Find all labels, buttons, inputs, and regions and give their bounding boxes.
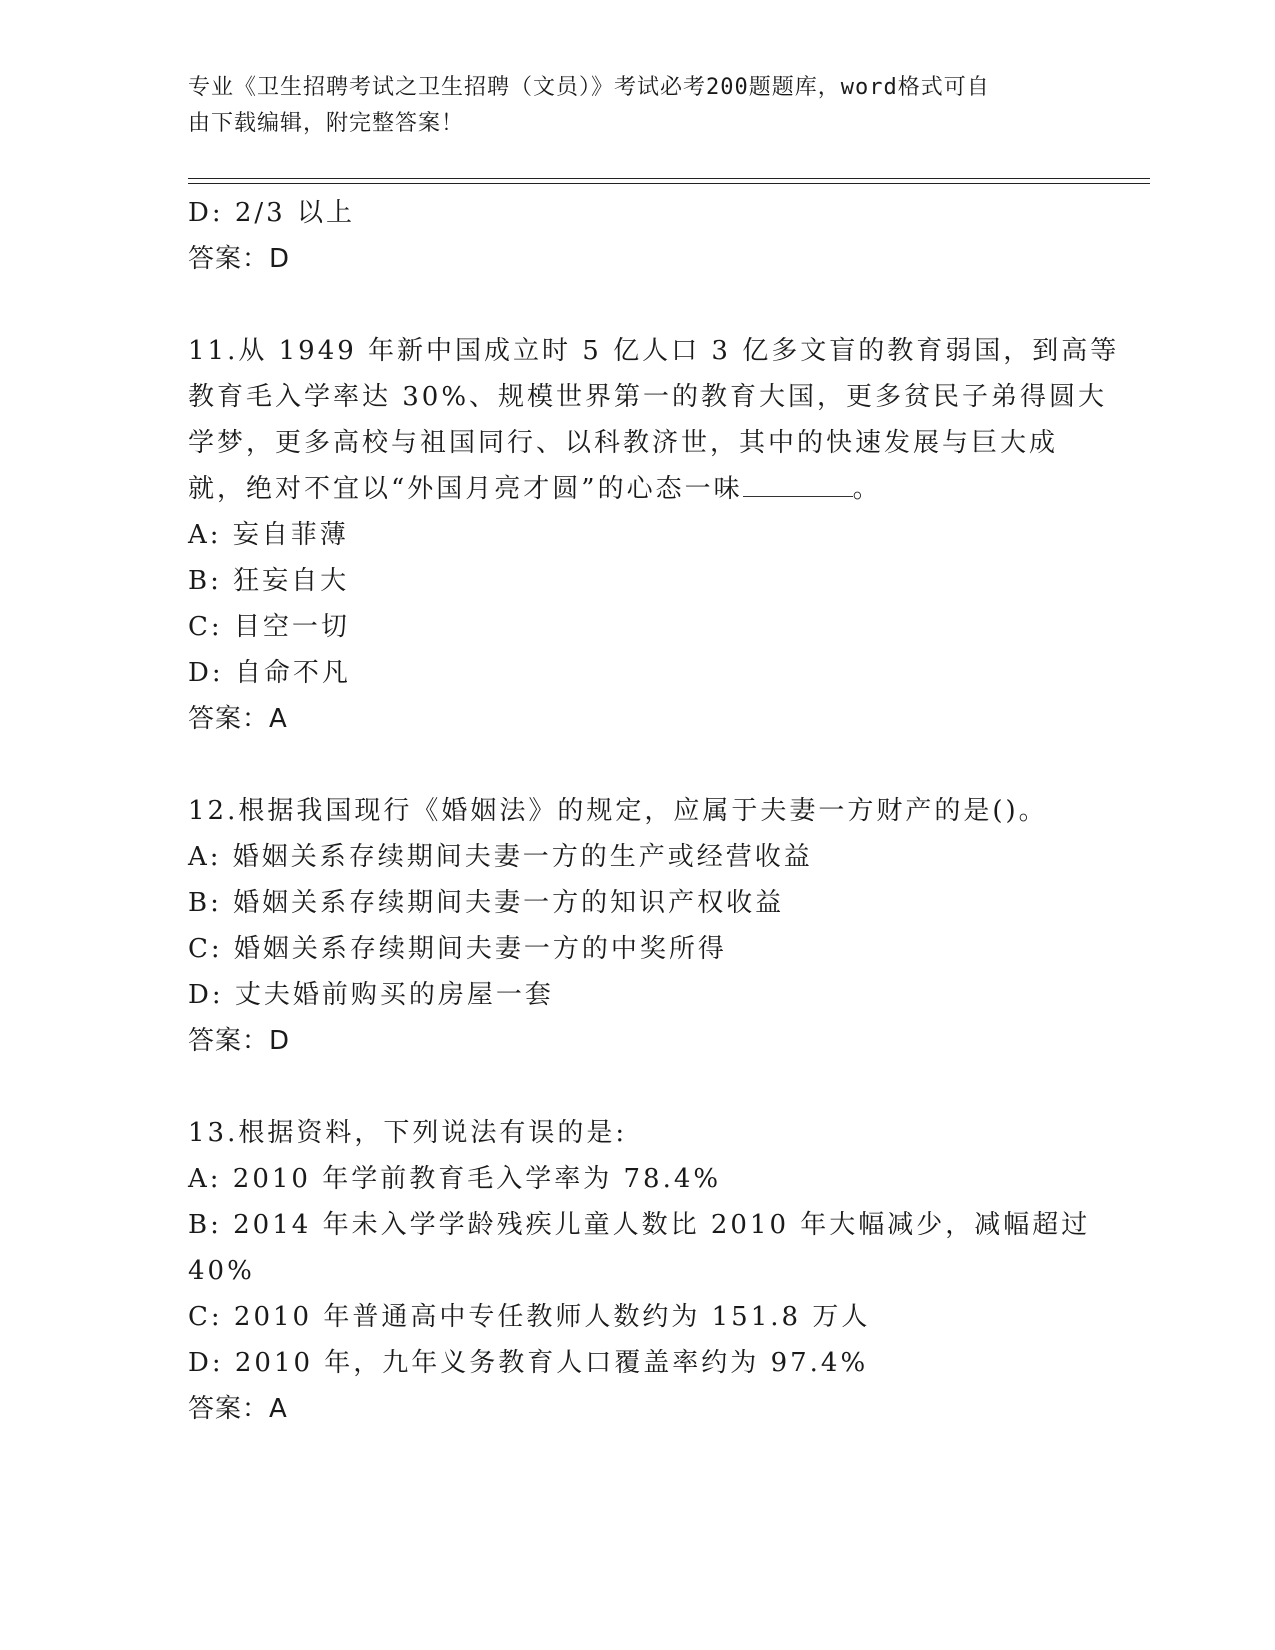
q11-text-line-3: 学梦，更多高校与祖国同行、以科教济世，其中的快速发展与巨大成 — [188, 428, 1059, 458]
q13-answer: 答案：A — [188, 1394, 288, 1424]
q13-option-c: C: 2010 年普通高中专任教师人数约为 151.8 万人 — [188, 1302, 871, 1332]
q11-line-4-end: 。 — [852, 474, 882, 504]
q13-text: 13.根据资料，下列说法有误的是: — [188, 1118, 628, 1148]
q13-option-b: B: 2014 年未入学学龄残疾儿童人数比 2010 年大幅减少，减幅超过 — [188, 1210, 1091, 1240]
q13-option-a: A: 2010 年学前教育毛入学率为 78.4% — [188, 1164, 722, 1194]
question-12 — [188, 788, 1088, 1064]
q11-option-d: D: 自命不凡 — [188, 658, 351, 688]
q11-text-line-2: 教育毛入学率达 30%、规模世界第一的教育大国，更多贫民子弟得圆大 — [188, 382, 1108, 412]
header-divider-top — [188, 178, 1150, 179]
q11-answer: 答案：A — [188, 704, 288, 734]
q11-text-line-1: 11.从 1949 年新中国成立时 5 亿人口 3 亿多文盲的教育弱国，到高等 — [188, 336, 1120, 366]
q12-text: 12.根据我国现行《婚姻法》的规定，应属于夫妻一方财产的是()。 — [188, 796, 1048, 826]
q11-option-a: A: 妄自菲薄 — [188, 520, 349, 550]
header-line-1: 专业《卫生招聘考试之卫生招聘（文员）》考试必考200题题库，word格式可自 — [188, 75, 990, 100]
q10-option-d: D: 2/3 以上 — [188, 198, 355, 228]
question-11 — [188, 328, 1120, 742]
q13-option-d: D: 2010 年，九年义务教育人口覆盖率约为 97.4% — [188, 1348, 869, 1378]
q12-answer: 答案：D — [188, 1026, 291, 1056]
q12-option-c: C: 婚姻关系存续期间夫妻一方的中奖所得 — [188, 934, 727, 964]
q12-option-a: A: 婚姻关系存续期间夫妻一方的生产或经营收益 — [188, 842, 813, 872]
document-header — [188, 70, 1068, 142]
q11-option-c: C: 目空一切 — [188, 612, 350, 642]
question-13 — [188, 1110, 1091, 1432]
header-line-2: 由下载编辑，附完整答案！ — [188, 111, 465, 136]
q13-option-b-continued: 40% — [188, 1256, 255, 1286]
q12-option-b: B: 婚姻关系存续期间夫妻一方的知识产权收益 — [188, 888, 785, 918]
q10-answer: 答案：D — [188, 244, 291, 274]
q11-option-b: B: 狂妄自大 — [188, 566, 350, 596]
fill-in-blank — [743, 470, 853, 497]
q11-line-4-text: 就，绝对不宜以“外国月亮才圆”的心态一味 — [188, 474, 743, 504]
q11-text-line-4 — [188, 466, 1088, 512]
q12-option-d: D: 丈夫婚前购买的房屋一套 — [188, 980, 554, 1010]
document-body — [188, 190, 1120, 1432]
header-divider-bottom — [188, 183, 1150, 184]
